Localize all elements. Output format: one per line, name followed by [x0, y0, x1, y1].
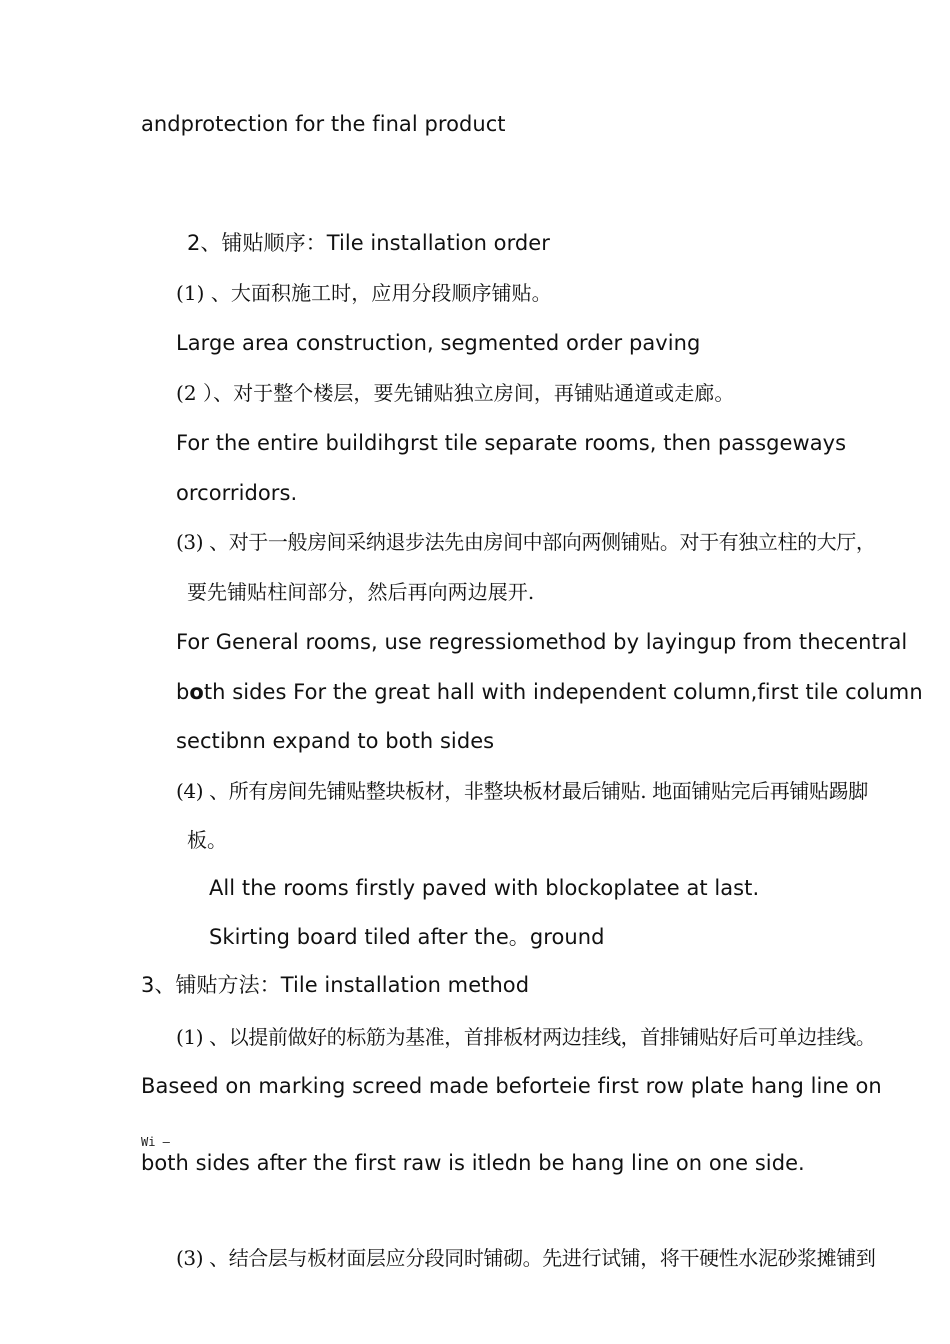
text-line-9: 要先铺贴柱间部分，然后再向两边展开.: [187, 580, 535, 604]
text-line-7: orcorridors.: [176, 481, 298, 505]
text-line-12: sectibnn expand to both sides: [176, 729, 495, 753]
text-line-1: andprotection for the final product: [141, 112, 506, 136]
text-line-5: (2 ）、对于整个楼层，要先铺贴独立房间，再铺贴通道或走廊。: [176, 381, 735, 405]
text-line-15: All the rooms firstly paved with blockoplatee at last.: [209, 876, 760, 900]
text-line-8: (3) 、对于一般房间采纳退步法先由房间中部向两侧铺贴。对于有独立柱的大厅，: [176, 530, 876, 554]
text-line-10: For General rooms, use regressiomethod by layingup from thecentral: [176, 630, 908, 654]
text-line-19: Baseed on marking screed made beforteie first row plate hang line on: [141, 1074, 882, 1098]
text-line-4: Large area construction, segmented order paving: [176, 331, 701, 355]
text-fragment-bold: o: [189, 680, 204, 704]
text-fragment: b: [176, 680, 190, 704]
text-fragment: th sides For the great hall with independent column,first tile column: [203, 680, 923, 704]
text-line-21: (3) 、结合层与板材面层应分段同时铺砌。先进行试铺，将干硬性水泥砂浆摊铺到: [176, 1246, 876, 1270]
text-line-6: For the entire buildihgrst tile separate rooms, then passgeways: [176, 431, 847, 455]
text-line-3: (1) 、大面积施工时，应用分段顺序铺贴。: [176, 281, 552, 305]
section-heading-installation-method: 3、铺贴方法：Tile installation method: [141, 973, 530, 997]
text-line-11: [176, 679, 923, 705]
text-line-16: Skirting board tiled after the。ground: [209, 925, 605, 949]
section-heading-installation-order: 2、铺贴顺序：Tile installation order: [187, 231, 550, 255]
text-line-13: (4) 、所有房间先铺贴整块板材，非整块板材最后铺贴. 地面铺贴完后再铺贴踢脚: [176, 779, 868, 803]
margin-note: Wi —: [141, 1135, 170, 1149]
text-line-14: 板。: [187, 828, 228, 852]
text-line-18: (1) 、以提前做好的标筋为基准，首排板材两边挂线，首排铺贴好后可单边挂线。: [176, 1025, 876, 1049]
text-line-20: both sides after the first raw is itledn be hang line on one side.: [141, 1151, 805, 1175]
